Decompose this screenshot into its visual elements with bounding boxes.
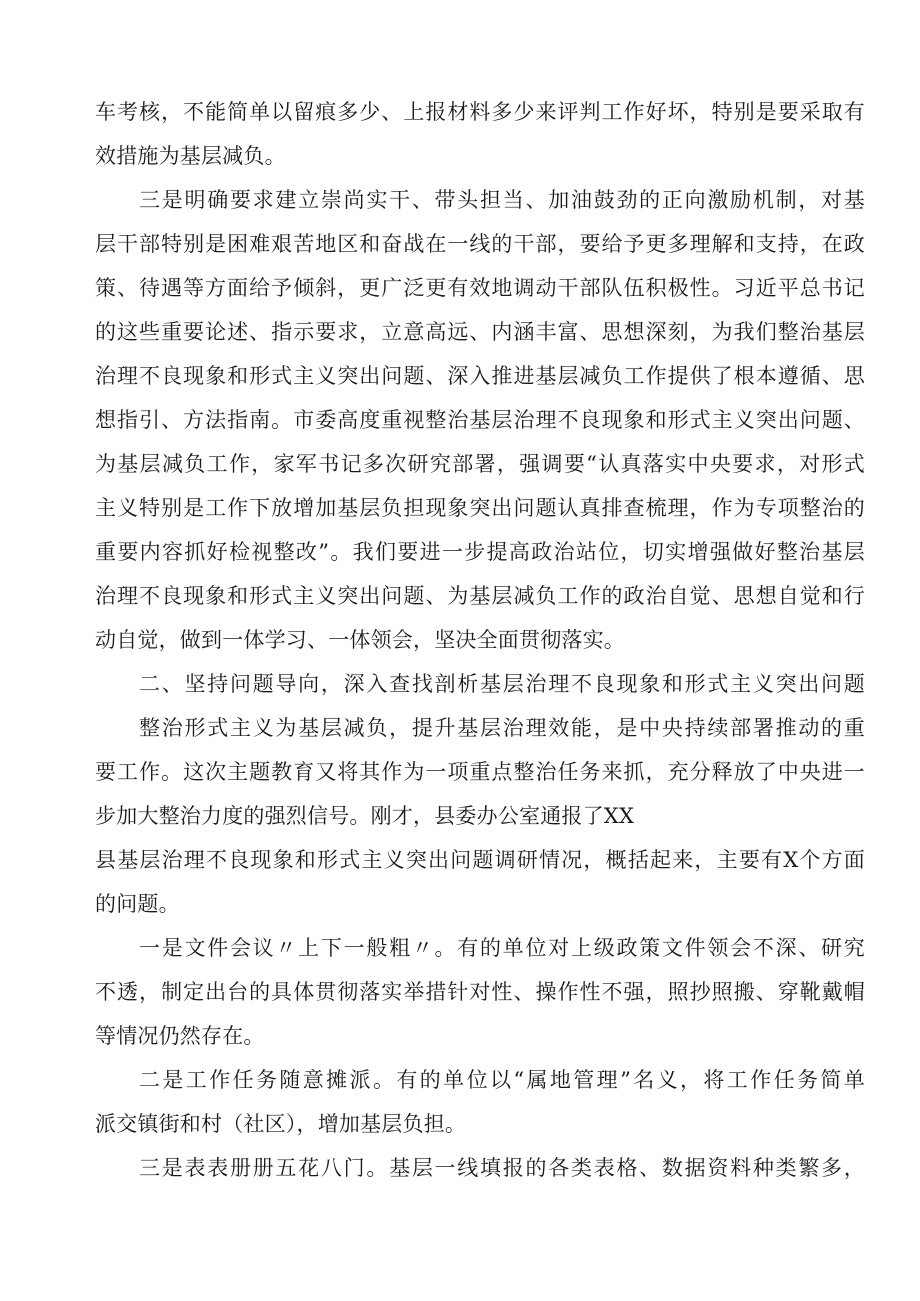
text-line: 想指引、方法指南。市委高度重视整治基层治理不良现象和形式主义突出问题、 bbox=[95, 408, 865, 432]
text-line: 效措施为基层减负。 bbox=[95, 144, 286, 168]
paragraph-first-line: 二是工作任务随意摊派。有的单位以“属地管理”名义，将工作任务简单 bbox=[139, 1068, 865, 1092]
text-line: 要工作。这次主题教育又将其作为一项重点整治任务来抓，充分释放了中央进一 bbox=[95, 760, 865, 784]
text-line: 层干部特别是困难艰苦地区和奋战在一线的干部，要给予更多理解和支持，在政 bbox=[95, 232, 865, 256]
text-line: 主义特别是工作下放增加基层负担现象突出问题认真排查梳理，作为专项整治的 bbox=[95, 496, 865, 520]
text-line: 策、待遇等方面给予倾斜，更广泛更有效地调动干部队伍积极性。习近平总书记 bbox=[95, 276, 865, 300]
paragraph-first-line: 三是明确要求建立崇尚实干、带头担当、加油鼓劲的正向激励机制，对基 bbox=[139, 188, 865, 212]
paragraph-first-line: 一是文件会议〃上下一般粗〃。有的单位对上级政策文件领会不深、研究 bbox=[139, 936, 865, 960]
text-line: 的这些重要论述、指示要求，立意高远、内涵丰富、思想深刻，为我们整治基层 bbox=[95, 320, 865, 344]
text-line: 等情况仍然存在。 bbox=[95, 1024, 265, 1048]
text-line: 治理不良现象和形式主义突出问题、深入推进基层减负工作提供了根本遵循、思 bbox=[95, 364, 865, 388]
text-line: 县基层治理不良现象和形式主义突出问题调研情况，概括起来，主要有X个方面 bbox=[95, 848, 865, 872]
text-line: 车考核，不能简单以留痕多少、上报材料多少来评判工作好坏，特别是要采取有 bbox=[95, 100, 865, 124]
text-line: 步加大整治力度的强烈信号。刚才，县委办公室通报了XX bbox=[95, 804, 635, 828]
text-line: 的问题。 bbox=[95, 892, 180, 916]
paragraph-first-line: 三是表表册册五花八门。基层一线填报的各类表格、数据资料种类繁多， bbox=[139, 1156, 865, 1180]
paragraph-first-line: 整治形式主义为基层减负，提升基层治理效能，是中央持续部署推动的重 bbox=[139, 716, 865, 740]
text-line: 治理不良现象和形式主义突出问题、为基层减负工作的政治自觉、思想自觉和行 bbox=[95, 584, 865, 608]
text-line: 动自觉，做到一体学习、一体领会，坚决全面贯彻落实。 bbox=[95, 628, 625, 652]
section-heading: 二、坚持问题导向，深入查找剖析基层治理不良现象和形式主义突出问题 bbox=[139, 672, 865, 696]
text-line: 重要内容抓好检视整改”。我们要进一步提高政治站位，切实增强做好整治基层 bbox=[95, 540, 865, 564]
text-line: 为基层减负工作，家军书记多次研究部署，强调要“认真落实中央要求，对形式 bbox=[95, 452, 865, 476]
text-line: 不透，制定出台的具体贯彻落实举措针对性、操作性不强，照抄照搬、穿靴戴帽 bbox=[95, 980, 865, 1004]
text-line: 派交镇街和村（社区），增加基层负担。 bbox=[95, 1112, 467, 1136]
